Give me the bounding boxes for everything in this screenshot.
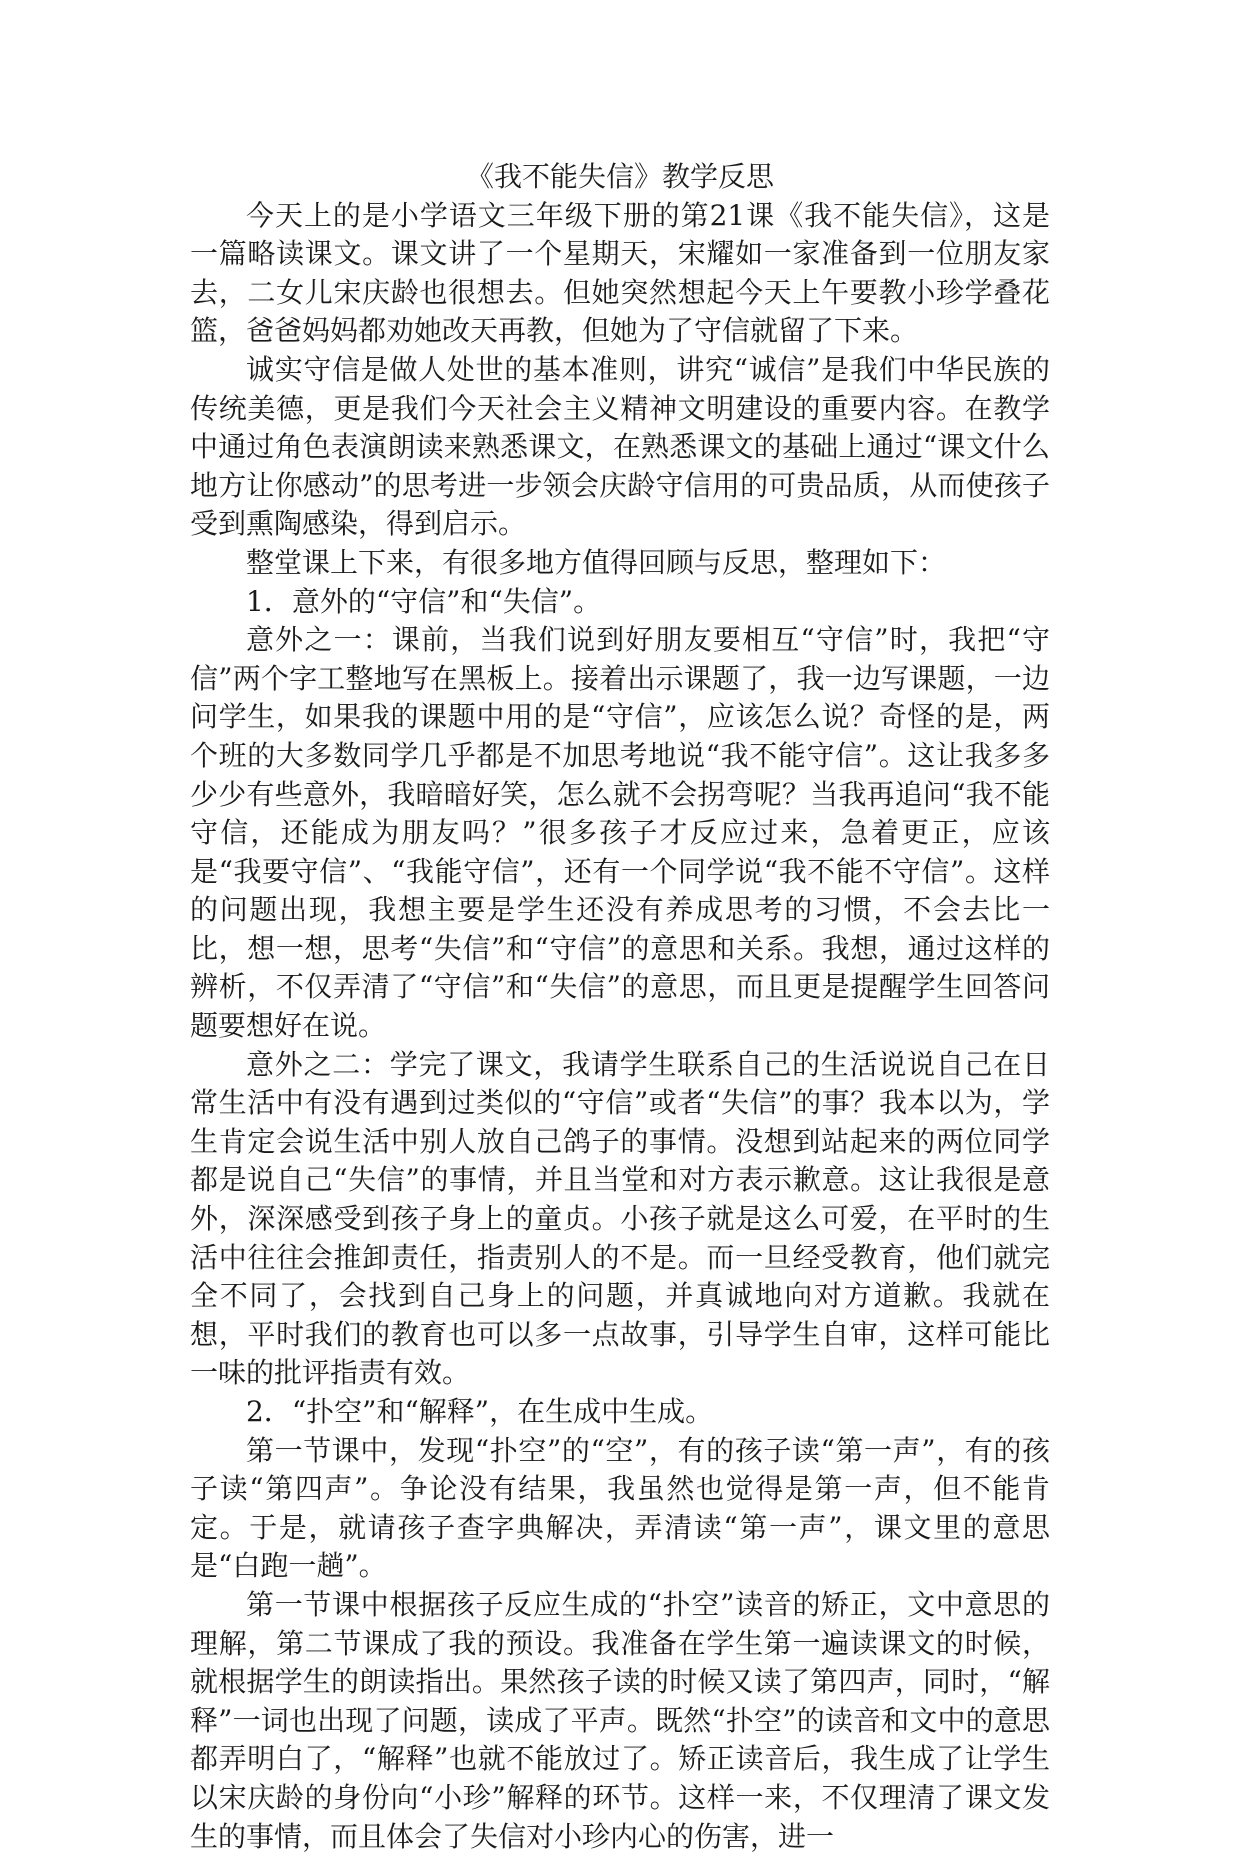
section-heading-1: 1．意外的“守信”和“失信”。 — [246, 584, 602, 618]
paragraph-surprise-1: 意外之一：课前，当我们说到好朋友要相互“守信”时，我把“守信”两个字工整地写在黑板上。接着出示课题了，我一边写课题，一边问学生，如果我的课题中用的是“守信”，应该怎么说？奇怪的是，两个班的大多数同学几乎都是不加思考地说“我不能守信”。这让我多多少少有些意外，我暗暗好笑，怎么就不会拐弯呢？当我再追问“我不能守信，还能成为朋友吗？”很多孩子才反应过来，急着更正，应该是“我要守信”、“我能守信”，还有一个同学说“我不能不守信”。这样的问题出现，我想主要是学生还没有养成思考的习惯，不会去比一比，想一想，思考“失信”和“守信”的意思和关系。我想，通过这样的辨析，不仅弄清了“守信”和“失信”的意思，而且更是提醒学生回答问题要想好在说。 — [190, 623, 1050, 1043]
paragraph-second-lesson: 第一节课中根据孩子反应生成的“扑空”读音的矫正，文中意思的理解，第二节课成了我的预设。我准备在学生第一遍读课文的时候，就根据学生的朗读指出。果然孩子读的时候又读了第四声，同时，“解释”一词也出现了问题，读成了平声。既然“扑空”的读音和文中的意思都弄明白了，“解释”也就不能放过了。矫正读音后，我生成了让学生以宋庆龄的身份向“小珍”解释的环节。这样一来，不仅理清了课文发生的事情，而且体会了失信对小珍内心的伤害，进一 — [190, 1587, 1050, 1853]
paragraph-honesty: 诚实守信是做人处世的基本准则，讲究“诚信”是我们中华民族的传统美德，更是我们今天社会主义精神文明建设的重要内容。在教学中通过角色表演朗读来熟悉课文，在熟悉课文的基础上通过“课文什么地方让你感动”的思考进一步领会庆龄守信用的可贵品质，从而使孩子受到熏陶感染，得到启示。 — [190, 352, 1050, 541]
document-title: 《我不能失信》教学反思 — [465, 160, 774, 193]
paragraph-intro: 今天上的是小学语文三年级下册的第21课《我不能失信》，这是一篇略读课文。课文讲了一个星期天，宋耀如一家准备到一位朋友家去，二女儿宋庆龄也很想去。但她突然想起今天上午要教小珍学叠花篮，爸爸妈妈都劝她改天再教，但她为了守信就留了下来。 — [190, 198, 1050, 348]
paragraph-summary-lead: 整堂课上下来，有很多地方值得回顾与反思，整理如下： — [246, 545, 947, 579]
document-page — [190, 158, 1050, 1856]
section-heading-2: 2．“扑空”和“解释”，在生成中生成。 — [246, 1395, 714, 1428]
paragraph-surprise-2: 意外之二：学完了课文，我请学生联系自己的生活说说自己在日常生活中有没有遇到过类似的“守信”或者“失信”的事？我本以为，学生肯定会说生活中别人放自己鸽子的事情。没想到站起来的两位同学都是说自己“失信”的事情，并且当堂和对方表示歉意。这让我很是意外，深深感受到孩子身上的童贞。小孩子就是这么可爱，在平时的生活中往往会推卸责任，指责别人的不是。而一旦经受教育，他们就完全不同了，会找到自己身上的问题，并真诚地向对方道歉。我就在想，平时我们的教育也可以多一点故事，引导学生自审，这样可能比一味的批评指责有效。 — [190, 1047, 1050, 1390]
paragraph-first-lesson: 第一节课中，发现“扑空”的“空”，有的孩子读“第一声”，有的孩子读“第四声”。争论没有结果，我虽然也觉得是第一声，但不能肯定。于是，就请孩子查字典解决，弄清读“第一声”，课文里的意思是“白跑一趟”。 — [190, 1433, 1050, 1583]
